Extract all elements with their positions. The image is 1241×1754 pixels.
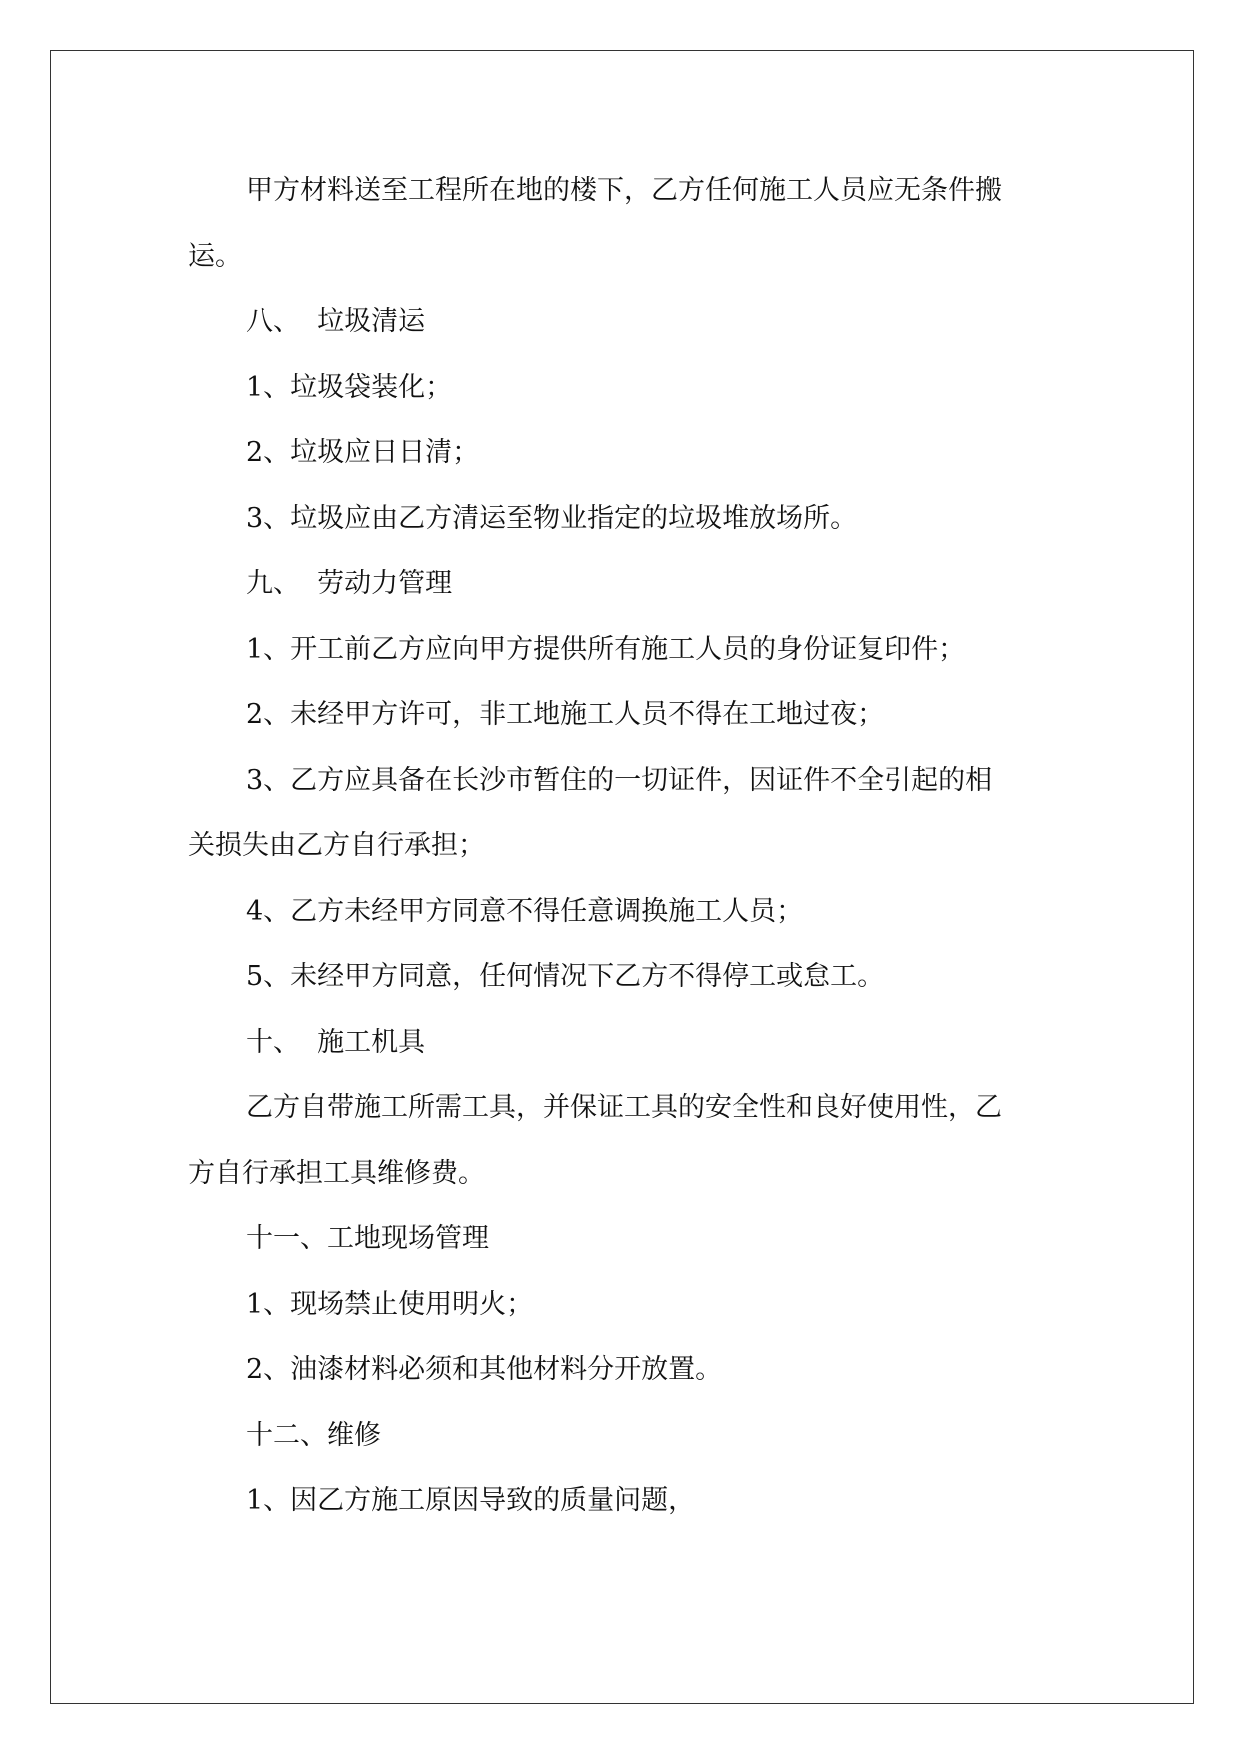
list-item: 4、乙方未经甲方同意不得任意调换施工人员； <box>246 895 804 927</box>
list-item: 2、油漆材料必须和其他材料分开放置。 <box>246 1354 723 1385</box>
section-heading-12: 十二、维修 <box>246 1419 381 1451</box>
document-body <box>188 158 1058 1534</box>
paragraph-line: 乙方自带施工所需工具，并保证工具的安全性和良好使用性，乙 <box>246 1092 1002 1123</box>
paragraph-line: 方自行承担工具维修费。 <box>188 1157 485 1189</box>
list-item: 5、未经甲方同意，任何情况下乙方不得停工或怠工。 <box>246 961 885 992</box>
list-item: 1、垃圾袋装化； <box>246 371 453 403</box>
paragraph-line: 运。 <box>188 240 242 272</box>
list-item: 2、未经甲方许可，非工地施工人员不得在工地过夜； <box>246 699 885 730</box>
section-heading-9: 九、 劳动力管理 <box>246 568 453 599</box>
section-heading-11: 十一、工地现场管理 <box>246 1223 489 1254</box>
section-heading-8: 八、 垃圾清运 <box>246 306 426 337</box>
list-item: 3、垃圾应由乙方清运至物业指定的垃圾堆放场所。 <box>246 502 858 534</box>
list-item: 3、乙方应具备在长沙市暂住的一切证件，因证件不全引起的相 <box>246 764 993 796</box>
section-heading-10: 十、 施工机具 <box>246 1026 426 1058</box>
list-item: 1、开工前乙方应向甲方提供所有施工人员的身份证复印件； <box>246 633 966 665</box>
paragraph-line: 甲方材料送至工程所在地的楼下，乙方任何施工人员应无条件搬 <box>246 175 1002 206</box>
list-item: 1、现场禁止使用明火； <box>246 1288 534 1320</box>
list-item: 2、垃圾应日日清； <box>246 437 480 468</box>
paragraph-line: 关损失由乙方自行承担； <box>188 830 485 861</box>
list-item: 1、因乙方施工原因导致的质量问题， <box>246 1485 696 1516</box>
